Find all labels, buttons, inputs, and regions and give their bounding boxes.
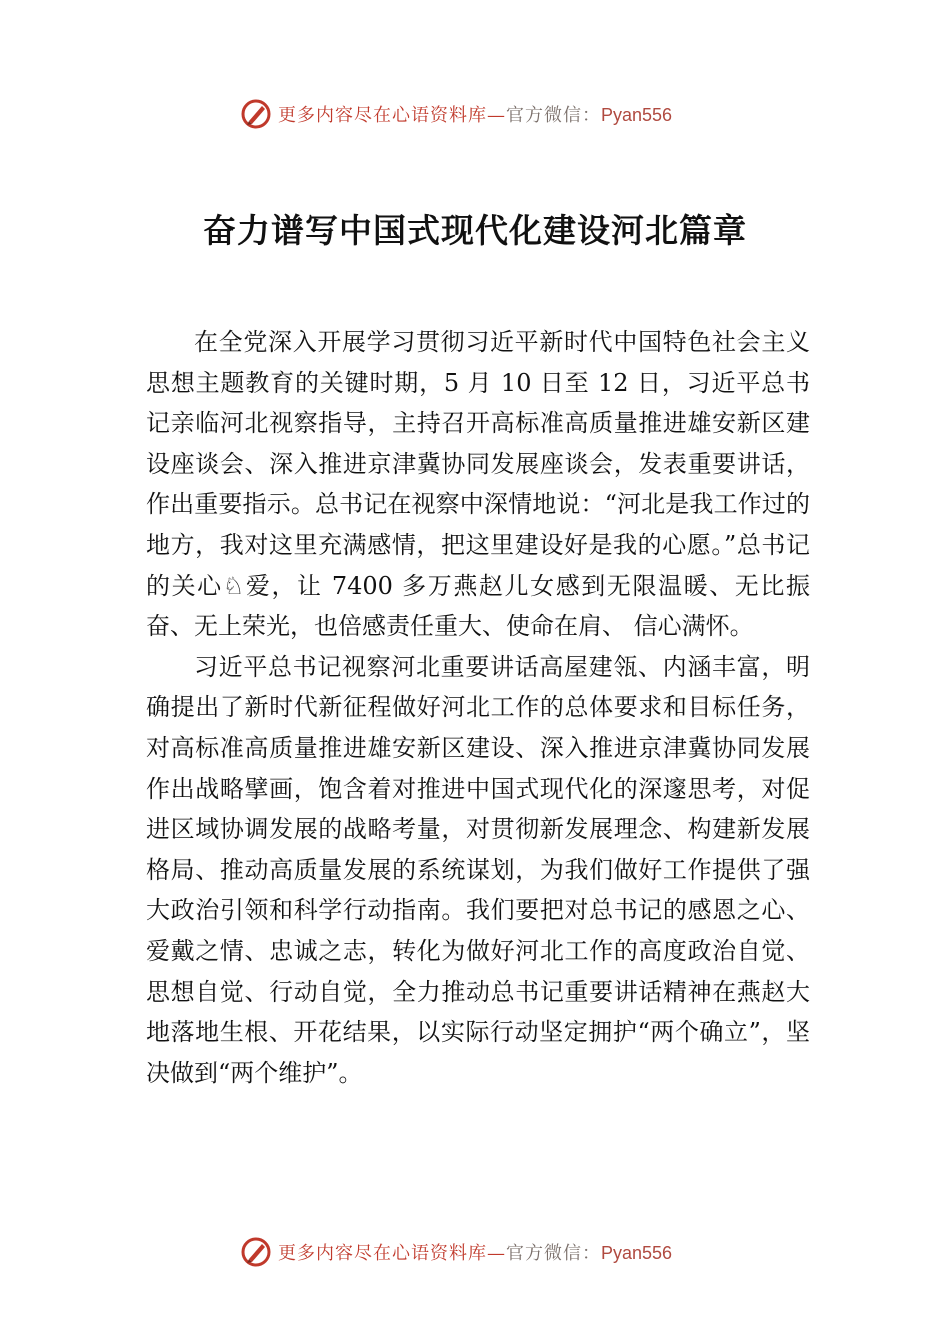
header-watermark — [240, 97, 760, 131]
document-body — [146, 322, 810, 1093]
footer-watermark-text — [278, 1239, 672, 1265]
header-wechat-id: Pyan556 — [601, 105, 673, 125]
document-title: 奋力谱写中国式现代化建设河北篇章 — [203, 211, 747, 250]
header-watermark-main: 更多内容尽在心语资料库— — [278, 105, 506, 126]
footer-wechat-label: 官方微信： — [506, 1243, 601, 1264]
pen-logo-icon — [240, 1236, 272, 1268]
footer-watermark — [240, 1235, 760, 1269]
footer-wechat-id: Pyan556 — [601, 1243, 673, 1263]
footer-watermark-main: 更多内容尽在心语资料库— — [278, 1243, 506, 1264]
paragraph-1: 在全党深入开展学习贯彻习近平新时代中国特色社会主义思想主题教育的关键时期，5 月 10 日至 12 日，习近平总书记亲临河北视察指导，主持召开高标准高质量推进雄安新区建设座谈会、深入推进京津冀协同发展座谈会，发表重要讲话，作出重要指示。总书记在视察中深情地说：“河北是我工作过的地方，我对这里充满感情，把这里建设好是我的心愿。”总书记的关心♘爱，让 7400 多万燕赵儿女感到无限温暖、无比振奋、无上荣光，也倍感责任重大、使命在肩、 信心满怀。 — [146, 328, 810, 641]
pen-logo-icon — [240, 98, 272, 130]
header-watermark-text — [278, 101, 672, 127]
paragraph-2: 习近平总书记视察河北重要讲话高屋建瓴、内涵丰富，明确提出了新时代新征程做好河北工作的总体要求和目标任务，对高标准高质量推进雄安新区建设、深入推进京津冀协同发展作出战略擘画，饱含着对推进中国式现代化的深邃思考，对促进区域协调发展的战略考量，对贯彻新发展理念、构建新发展格局、推动高质量发展的系统谋划，为我们做好工作提供了强大政治引领和科学行动指南。我们要把对总书记的感恩之心、爱戴之情、忠诚之志，转化为做好河北工作的高度政治自觉、思想自觉、行动自觉，全力推动总书记重要讲话精神在燕赵大地落地生根、开花结果，以实际行动坚定拥护“两个确立”，坚决做到“两个维护”。 — [146, 652, 810, 1087]
header-wechat-label: 官方微信： — [506, 105, 601, 126]
